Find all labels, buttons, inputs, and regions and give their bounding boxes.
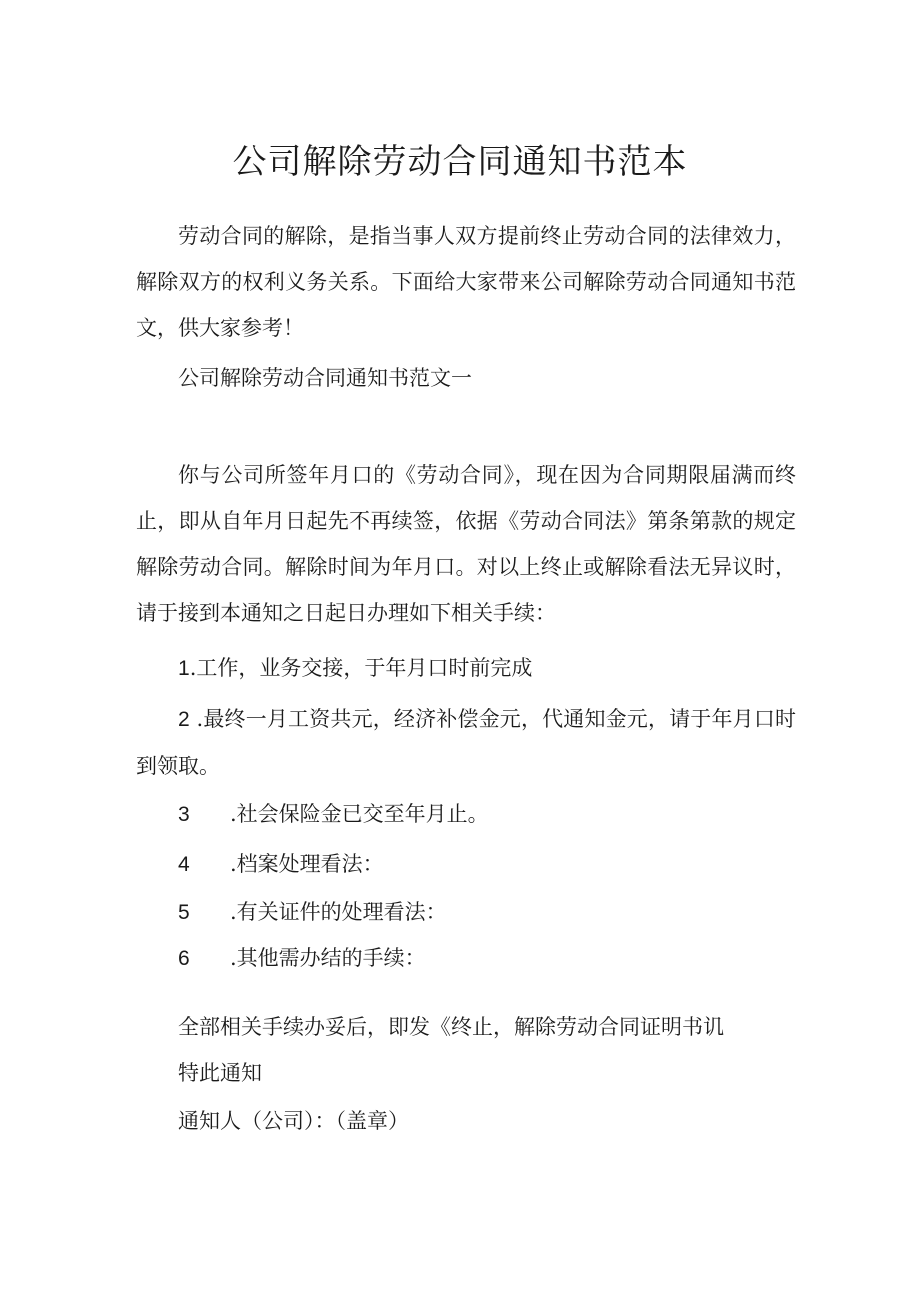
list-item-3 xyxy=(178,799,489,830)
list-item-3-text: .社会保险金已交至年月止。 xyxy=(230,802,489,826)
list-item-5-number: 5 xyxy=(178,901,190,924)
list-item-2-text: .最终一月工资共元，经济补偿金元，代通知金元，请于年月口时到领取。 xyxy=(136,707,796,778)
list-item-5-text: .有关证件的处理看法： xyxy=(230,900,447,924)
sample-heading: 公司解除劳动合同通知书范文一 xyxy=(178,366,472,390)
notice-body-paragraph: 你与公司所签年月口的《劳动合同》，现在因为合同期限届满而终止，即从自年月日起先不再续签，依据《劳动合同法》第条第款的规定解除劳动合同。解除时间为年月口。对以上终止或解除看法无异议时，请于接到本通知之日起日办理如下相关手续： xyxy=(136,463,796,625)
list-item-3-number: 3 xyxy=(178,803,190,826)
intro-paragraph: 劳动合同的解除，是指当事人双方提前终止劳动合同的法律效力，解除双方的权利义务关系。下面给大家带来公司解除劳动合同通知书范文，供大家参考！ xyxy=(136,224,796,340)
list-item-6-text: .其他需办结的手续： xyxy=(230,946,426,970)
list-item-1-text: .工作，业务交接，于年月口时前完成 xyxy=(189,656,533,680)
list-item-6 xyxy=(178,943,426,974)
list-item-4-text: .档案处理看法： xyxy=(230,852,384,876)
list-item-1 xyxy=(178,653,532,684)
list-item-2-number: 2 xyxy=(178,708,190,731)
list-item-4-number: 4 xyxy=(178,853,190,876)
list-item-2 xyxy=(136,696,796,789)
document-title: 公司解除劳动合同通知书范本 xyxy=(232,142,688,182)
signer-line: 通知人（公司）：（盖章） xyxy=(178,1109,409,1133)
list-item-5 xyxy=(178,897,447,928)
list-item-6-number: 6 xyxy=(178,947,190,970)
list-item-1-number: 1 xyxy=(178,657,190,680)
list-item-4 xyxy=(178,849,384,880)
notice-phrase: 特此通知 xyxy=(178,1061,262,1085)
closing-sentence: 全部相关手续办妥后，即发《终止，解除劳动合同证明书讥 xyxy=(178,1015,724,1039)
